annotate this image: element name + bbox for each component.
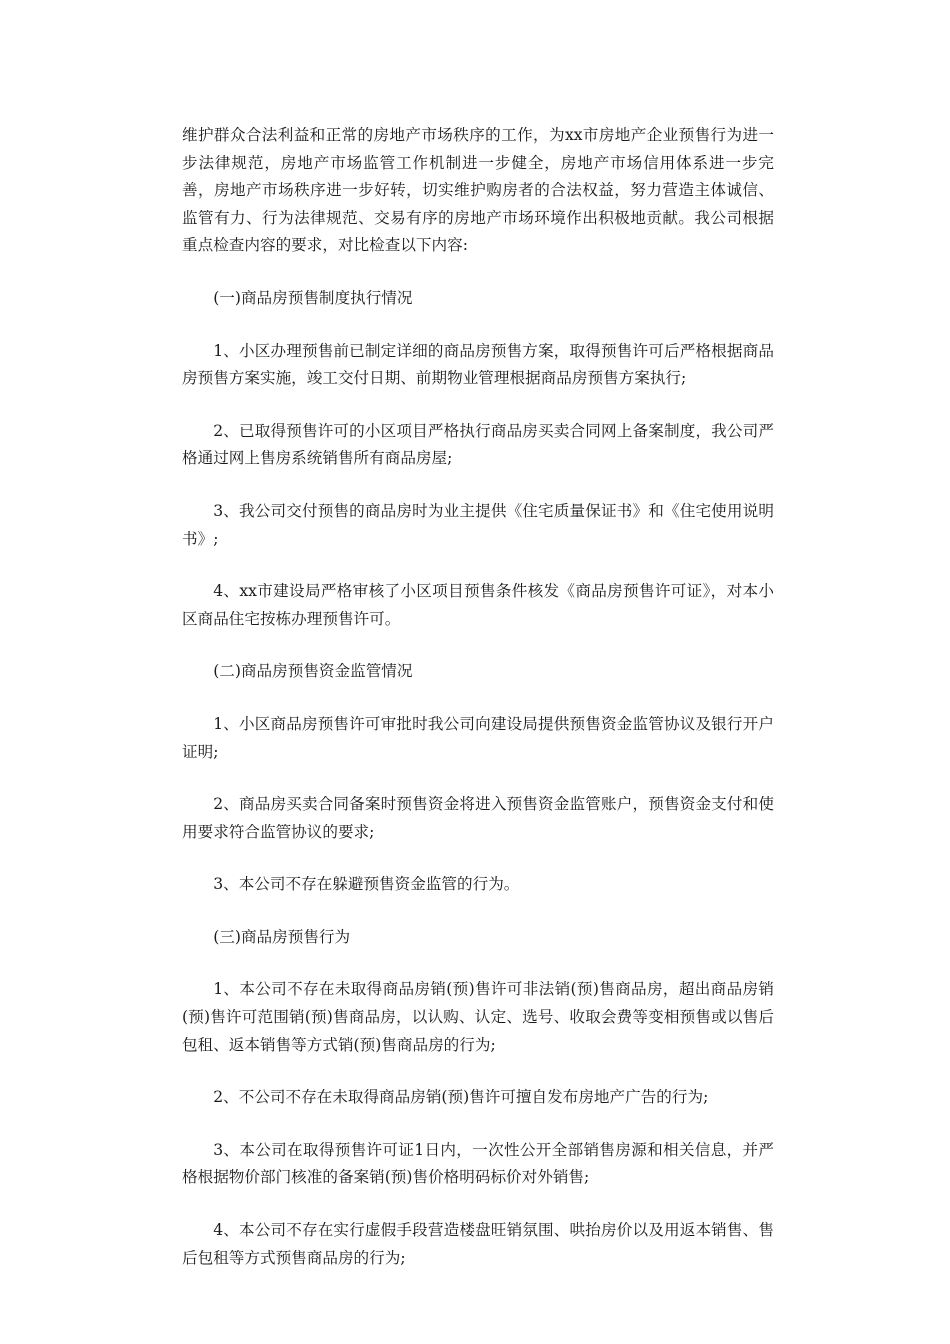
- section-heading-3: (三)商品房预售行为: [213, 927, 351, 946]
- paragraph-item: 3、本公司不存在躲避预售资金监管的行为。: [213, 875, 520, 894]
- section-heading-1: (一)商品房预售制度执行情况: [213, 288, 413, 307]
- paragraph-item: 1、小区商品房预售许可审批时我公司向建设局提供预售资金监管协议及银行开户证明;: [182, 714, 774, 761]
- paragraph-item: 3、我公司交付预售的商品房时为业主提供《住宅质量保证书》和《住宅使用说明书》;: [182, 501, 774, 548]
- paragraph-item: 1、小区办理预售前已制定详细的商品房预售方案，取得预售许可后严格根据商品房预售方案实施，竣工交付日期、前期物业管理根据商品房预售方案执行;: [182, 341, 774, 388]
- paragraph-item: 1、本公司不存在未取得商品房销(预)售许可非法销(预)售商品房，超出商品房销(预)售许可范围销(预)售商品房，以认购、认定、选号、收取会费等变相预售或以售后包租、返本销售等方式销(预)售商品房的行为;: [182, 980, 774, 1054]
- paragraph-intro: 维护群众合法利益和正常的房地产市场秩序的工作，为xx市房地产企业预售行为进一步法律规范，房地产市场监管工作机制进一步健全，房地产市场信用体系进一步完善，房地产市场秩序进一步好转，切实维护购房者的合法权益，努力营造主体诚信、监管有力、行为法律规范、交易有序的房地产市场环境作出积极地贡献。我公司根据重点检查内容的要求，对比检查以下内容:: [182, 126, 774, 255]
- paragraph-item: 4、本公司不存在实行虚假手段营造楼盘旺销氛围、哄抬房价以及用返本销售、售后包租等方式预售商品房的行为;: [182, 1221, 774, 1267]
- paragraph-item: 2、商品房买卖合同备案时预售资金将进入预售资金监管账户，预售资金支付和使用要求符合监管协议的要求;: [182, 795, 774, 841]
- document-body: [182, 122, 774, 1272]
- paragraph-item: 3、本公司在取得预售许可证1日内，一次性公开全部销售房源和相关信息，并严格根据物价部门核准的备案销(预)售价格明码标价对外销售;: [182, 1140, 774, 1187]
- paragraph-item: 2、已取得预售许可的小区项目严格执行商品房买卖合同网上备案制度，我公司严格通过网上售房系统销售所有商品房屋;: [182, 421, 774, 468]
- section-heading-2: (二)商品房预售资金监管情况: [213, 662, 413, 681]
- paragraph-item: 2、不公司不存在未取得商品房销(预)售许可擅自发布房地产广告的行为;: [213, 1088, 709, 1107]
- paragraph-item: 4、xx市建设局严格审核了小区项目预售条件核发《商品房预售许可证》，对本小区商品住宅按栋办理预售许可。: [182, 582, 774, 628]
